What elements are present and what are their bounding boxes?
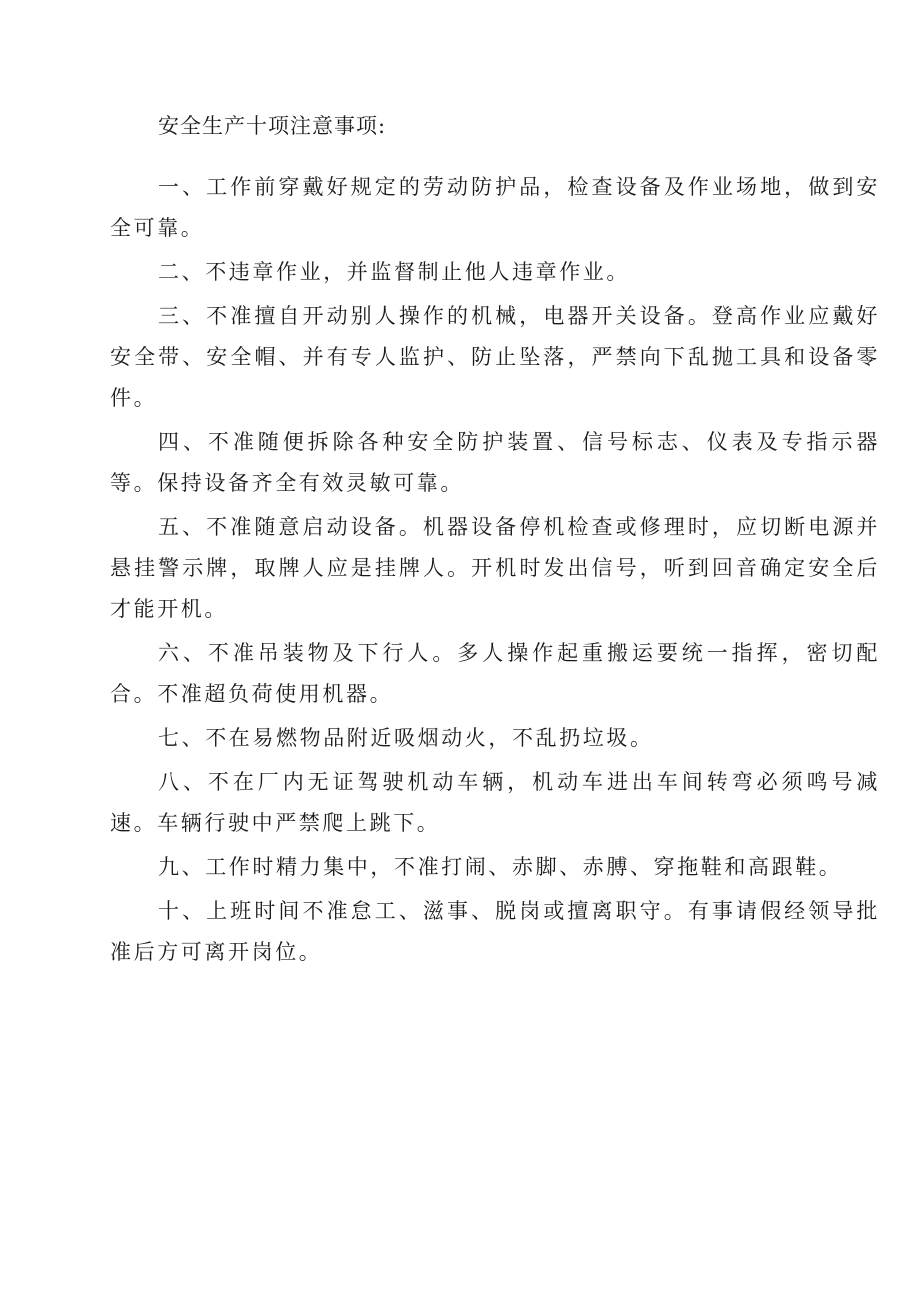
document-title: 安全生产十项注意事项: — [158, 114, 387, 138]
rule-item-2: 二、不违章作业，并监督制止他人违章作业。 — [158, 260, 630, 284]
rule-item-5: 五、不准随意启动设备。机器设备停机检查或修理时，应切断电源并悬挂警示牌，取牌人应是挂牌人。开机时发出信号，听到回音确定安全后才能开机。 — [110, 515, 880, 621]
rule-item-3: 三、不准擅自开动别人操作的机械，电器开关设备。登高作业应戴好安全带、安全帽、并有专人监护、防止坠落，严禁向下乱抛工具和设备零件。 — [110, 304, 880, 410]
document-body — [110, 108, 880, 976]
rule-item-7: 七、不在易燃物品附近吸烟动火，不乱扔垃圾。 — [158, 726, 654, 750]
rule-item-10: 十、上班时间不准怠工、滋事、脱岗或擅离职守。有事请假经领导批准后方可离开岗位。 — [110, 899, 880, 964]
rule-item-4: 四、不准随便拆除各种安全防护装置、信号标志、仪表及专指示器等。保持设备齐全有效灵敏可靠。 — [110, 430, 880, 495]
rule-item-9: 九、工作时精力集中，不准打闹、赤脚、赤膊、穿拖鞋和高跟鞋。 — [158, 855, 843, 879]
rule-item-8: 八、不在厂内无证驾驶机动车辆，机动车进出车间转弯必须鸣号减速。车辆行驶中严禁爬上跳下。 — [110, 770, 880, 835]
rule-item-6: 六、不准吊装物及下行人。多人操作起重搬运要统一指挥，密切配合。不准超负荷使用机器。 — [110, 641, 880, 706]
rule-item-1: 一、工作前穿戴好规定的劳动防护品，检查设备及作业场地，做到安全可靠。 — [110, 175, 880, 240]
